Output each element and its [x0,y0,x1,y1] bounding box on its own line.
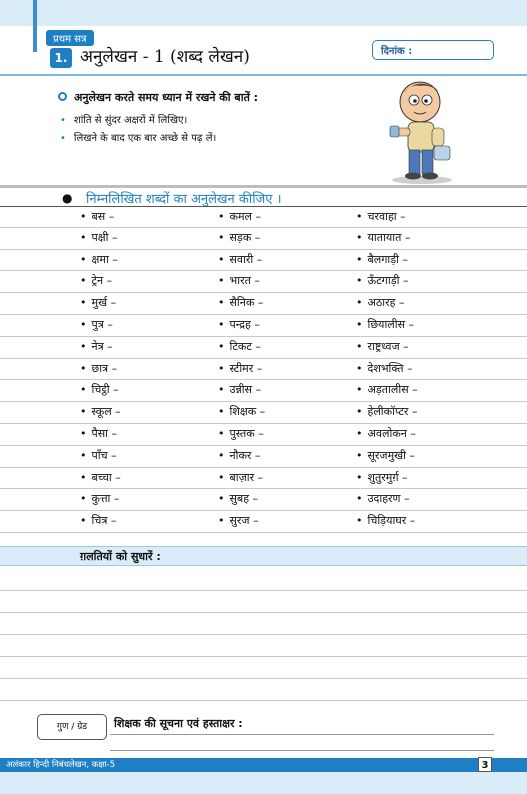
word-item [356,448,415,463]
signature-line[interactable] [110,734,494,735]
word-text: स्कूल – [91,405,121,419]
word-text: उदाहरण – [367,492,410,506]
word-text: हेलीकॉप्टर – [367,405,418,419]
word-item [356,317,414,332]
word-text: सड़क – [229,230,261,244]
instruction-text: निम्नलिखित शब्दों का अनुलेखन कीजिए । [86,192,282,207]
word-row [0,250,527,272]
word-item [218,513,259,528]
bullet-icon: • [80,514,87,528]
bullet-icon: • [356,426,363,440]
writing-line[interactable] [0,612,527,613]
bullet-icon: • [356,274,363,288]
page-number: 3 [478,757,492,772]
word-grid [0,206,527,533]
word-text: ट्रेन – [91,274,113,288]
corrections-label: ग़लतियों को सुधारें : [80,550,161,563]
signature-label: शिक्षक की सूचना एवं हस्ताक्षर : [114,717,243,730]
word-item [356,361,413,376]
bullet-icon: • [218,296,225,310]
word-item [356,252,408,267]
bullet-icon: • [80,296,87,310]
word-text: पुस्तक – [229,426,264,440]
word-item [218,317,260,332]
word-item [356,491,410,506]
bullet-icon: • [356,339,363,353]
word-text: बस – [91,210,115,223]
bullet-icon: • [80,339,87,353]
word-item [80,448,117,463]
bullet-icon: • [80,317,87,331]
word-item [80,230,117,245]
word-text: नौकर – [229,448,261,462]
word-text: सूरजमुखी – [367,448,416,462]
word-item [80,470,121,485]
tip-item: • लिखने के बाद एक बार अच्छे से पढ़ लें। [60,133,217,144]
word-item [80,382,119,397]
word-item [218,491,258,506]
word-row [0,293,527,315]
word-text: पुत्र – [91,317,113,331]
word-row [0,402,527,424]
word-item [218,252,262,267]
bullet-icon: • [80,492,87,506]
word-item [356,470,408,485]
section-separator [0,185,527,188]
word-row [0,380,527,402]
word-row [0,424,527,446]
bottom-strip [0,772,527,794]
word-text: बच्चा – [91,470,121,484]
bullet-icon: • [356,470,363,484]
word-item [80,339,113,354]
word-text: बैलगाड़ी – [367,252,409,266]
word-text: भारत – [229,274,260,288]
word-text: नेत्र – [91,339,113,353]
bullet-icon: • [356,296,363,310]
word-text: शुतुरमुर्ग़ – [367,470,408,484]
word-text: राष्ट्रध्वज – [367,339,409,353]
word-item [218,230,260,245]
bullet-icon: • [218,317,225,331]
bullet-icon: • [80,426,87,440]
word-text: अवलोकन – [367,426,416,440]
word-item [80,209,114,224]
writing-line[interactable] [0,700,527,701]
bullet-icon: • [356,492,363,506]
word-item [218,361,262,376]
word-item [218,470,263,485]
word-item [218,426,264,441]
signature-line[interactable] [110,750,494,751]
bullet-icon: • [80,383,87,397]
bullet-icon: • [80,210,87,223]
word-item [356,273,408,288]
word-item [80,295,116,310]
grade-box[interactable]: गुण / ग्रेड [37,714,107,740]
writing-line[interactable] [0,634,527,635]
top-strip [0,0,527,26]
bullet-icon: • [356,514,363,528]
word-row [0,271,527,293]
word-text: छात्र – [91,361,118,375]
word-text: क्षमा – [91,252,118,266]
bullet-icon: • [80,470,87,484]
word-text: यातायात – [367,230,411,244]
bullet-icon: • [218,492,225,506]
word-text: अड़तालीस – [367,383,418,397]
tip-item: • शांति से सुंदर अक्षरों में लिखिए। [60,115,188,126]
word-text: पैसा – [91,426,118,440]
word-text: पक्षी – [91,230,118,244]
word-item [218,448,260,463]
boy-mascot-illustration [382,76,462,184]
word-text: छियालीस – [367,317,415,331]
word-text: कमल – [229,210,261,223]
word-text: शिक्षक – [229,405,266,419]
word-text: बाज़ार – [229,470,264,484]
ring-bullet-icon [58,92,67,101]
word-row [0,511,527,533]
writing-line[interactable] [0,590,527,591]
bullet-icon: • [356,448,363,462]
word-text: पन्द्रह – [229,317,260,331]
bullet-icon: • [80,405,87,419]
word-item [218,273,260,288]
word-row [0,489,527,511]
word-text: सवारी – [229,252,263,266]
word-item [218,382,261,397]
lesson-number-badge: 1. [50,48,72,68]
word-text: सैनिक – [229,296,264,310]
word-item [356,209,406,224]
word-item [218,404,265,419]
word-row [0,446,527,468]
writing-line[interactable] [0,656,527,657]
bullet-icon: • [80,230,87,244]
bullet-icon: • [218,210,225,223]
left-margin-rule [33,0,37,52]
word-text: चिड़ियाघर – [367,514,416,528]
bullet-icon: • [218,252,225,266]
session-tag: प्रथम सत्र [46,30,94,46]
word-row [0,468,527,490]
word-text: पाँच – [91,448,117,462]
word-row [0,228,527,250]
word-item [80,491,119,506]
word-item [80,317,113,332]
word-item [80,361,117,376]
word-text: स्टीमर – [229,361,263,375]
footer-bar [0,758,527,772]
word-text: मुर्ख – [91,296,117,310]
writing-line[interactable] [0,678,527,679]
word-item [80,252,118,267]
word-item [218,209,261,224]
date-field[interactable] [372,40,494,60]
bullet-icon: • [218,426,225,440]
bullet-icon: • [218,383,225,397]
bullet-icon: • [356,361,363,375]
word-item [80,404,121,419]
word-item [218,295,263,310]
word-item [356,513,415,528]
word-text: सुरज – [229,514,259,528]
bullet-icon: • [356,317,363,331]
date-label: दिनांक : [381,46,413,57]
bullet-icon: • [218,405,225,419]
word-text: देशभक्ति – [367,361,413,375]
word-text: चरवाहा – [367,210,406,223]
bullet-icon: • [356,230,363,244]
word-text: ऊँटगाड़ी – [367,274,409,288]
word-text: टिकट – [229,339,261,353]
bullet-icon: • [80,252,87,266]
bullet-icon: • [356,252,363,266]
word-text: उन्नीस – [229,383,262,397]
word-row [0,206,527,228]
word-item [356,382,418,397]
bullet-icon: • [80,448,87,462]
lesson-title: अनुलेखन - 1 (शब्द लेखन) [80,47,250,67]
word-item [356,426,416,441]
word-item [356,404,417,419]
bullet-icon: • [80,361,87,375]
word-item [80,273,112,288]
bullet-icon: • [356,210,363,223]
word-text: सुबह – [229,492,259,506]
bullet-icon: • [218,470,225,484]
bullet-icon: • [356,383,363,397]
word-text: अठारह – [367,296,405,310]
word-item [356,295,404,310]
bullet-icon: • [60,133,66,144]
tips-heading: अनुलेखन करते समय ध्यान में रखने की बातें : [74,91,259,104]
word-item [80,426,117,441]
word-text: चिट्ठी – [91,383,119,397]
bullet-icon: • [218,514,225,528]
word-item [80,513,116,528]
word-row [0,315,527,337]
bullet-icon: • [218,274,225,288]
bullet-icon: • [60,115,66,126]
word-row [0,359,527,381]
word-item [356,230,410,245]
bullet-icon: • [218,230,225,244]
bullet-icon: • [80,274,87,288]
word-text: चित्र – [91,514,117,528]
word-item [356,339,409,354]
bullet-icon: • [218,448,225,462]
word-text: कुत्ता – [91,492,120,506]
word-row [0,337,527,359]
bullet-icon: • [218,339,225,353]
bullet-icon: • [356,405,363,419]
bullet-icon: ● [62,191,73,205]
word-item [218,339,261,354]
book-title: अलंकार हिन्दी निबंधलेखन, कक्षा-5 [6,760,116,770]
bullet-icon: • [218,361,225,375]
